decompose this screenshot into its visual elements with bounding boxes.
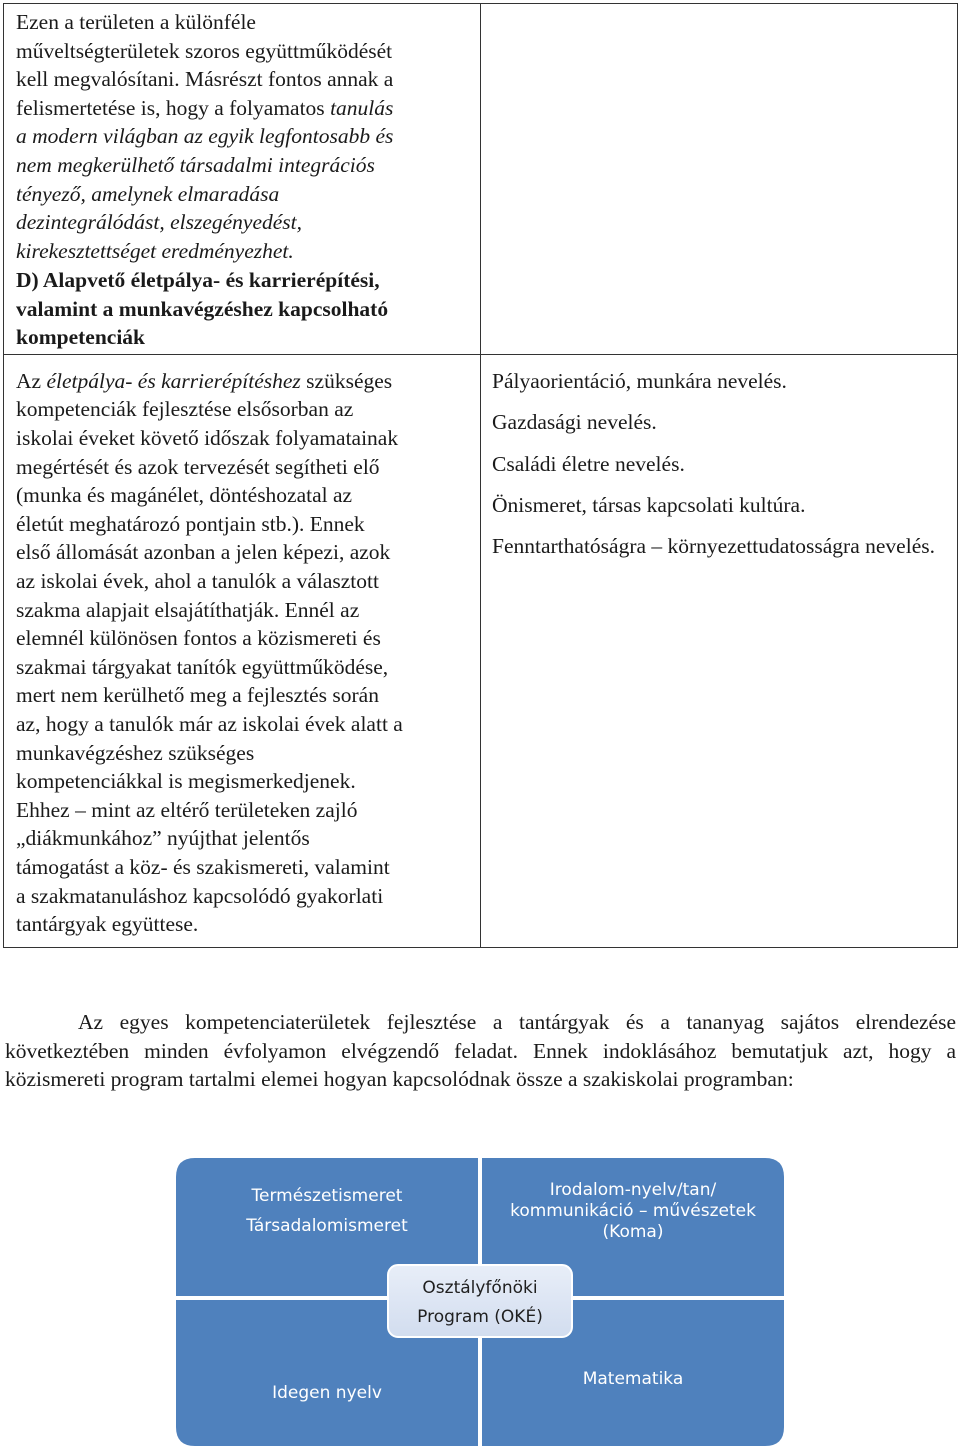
heading-line: valamint a munkavégzéshez kapcsolható	[16, 296, 389, 321]
text-fragment-italic: tanulás	[330, 95, 394, 120]
text-line: első állomását azonban a jelen képezi, azok	[16, 540, 391, 565]
heading-line: D) Alapvető életpálya- és karrierépítési,	[16, 268, 380, 293]
text-line: Ezen a területen a különféle	[16, 10, 256, 34]
text-line-italic	[16, 180, 472, 209]
quadrant-label-line: Természetismeret	[251, 1186, 403, 1206]
text-line: kompetenciák fejlesztése elsősorban az	[16, 397, 354, 422]
text-fragment: Az	[16, 368, 47, 393]
text-line: az iskolai évek, ahol a tanulók a választott	[16, 569, 379, 594]
text-line: támogatást a köz- és szakismereti, valamint	[16, 854, 390, 879]
text-line: Ehhez – mint az eltérő területeken zajló	[16, 797, 358, 822]
text-line-italic	[16, 151, 472, 180]
text-line: kell megvalósítani. Másrészt fontos annak a	[16, 67, 394, 92]
text-line: a szakmatanuláshoz kapcsolódó gyakorlati	[16, 883, 384, 908]
quadrant-label-line: kommunikáció – művészetek	[510, 1201, 756, 1221]
text-line: „diákmunkához” nyújthat jelentős	[16, 826, 310, 851]
text-fragment-italic: a modern világban az egyik legfontosabb és	[16, 124, 394, 149]
heading-line: kompetenciák	[16, 325, 145, 350]
text-line: kompetenciákkal is megismerkedjenek.	[16, 769, 356, 794]
text-fragment-italic: kirekesztettséget eredményezhet.	[16, 238, 294, 263]
text-line-italic	[16, 122, 472, 151]
text-line: szakma alapjait elsajátíthatják. Ennél az	[16, 597, 360, 622]
quadrant-label-line: Társadalomismeret	[246, 1216, 408, 1236]
text-line: tantárgyak együttese.	[16, 912, 199, 937]
education-goals-list	[481, 355, 957, 561]
table-cell-top-left	[4, 4, 481, 355]
quadrant-label-line: Irodalom-nyelv/tan/	[549, 1180, 717, 1200]
program-structure-diagram	[0, 1148, 960, 1453]
text-line: elemnél különösen fontos a közismereti és	[16, 626, 381, 651]
text-fragment-italic: nem megkerülhető társadalmi integrációs	[16, 152, 375, 177]
quadrant-label-line: (Koma)	[602, 1222, 664, 1242]
list-item: Fenntarthatóságra – környezettudatosságra nevelés.	[492, 534, 935, 559]
center-label-line: Program (OKÉ)	[417, 1307, 543, 1327]
text-line	[16, 367, 472, 396]
center-label-line: Osztályfőnöki	[422, 1278, 538, 1298]
text-fragment-italic: életpálya- és karrierépítéshez	[46, 368, 301, 393]
text-line-italic	[16, 208, 472, 237]
text-line: szakmai tárgyakat tanítók együttműködése,	[16, 654, 389, 679]
competence-description	[4, 355, 480, 939]
body-paragraph: Az egyes kompetenciaterületek fejlesztése a tantárgyak és a tananyag sajátos elrendezése következtében minden évfolyamon elvégzendő feladat. Ennek indoklásához bemutatjuk azt, hogy a közismereti program tartalmi elemei hogyan kapcsolódnak össze a szakiskolai programban:	[5, 1010, 956, 1092]
list-item: Pályaorientáció, munkára nevelés.	[492, 368, 787, 393]
table-cell-bottom-right	[481, 354, 958, 947]
text-line	[16, 94, 472, 123]
text-fragment: felismertetése is, hogy a folyamatos	[16, 95, 331, 120]
text-fragment-italic: dezintegrálódást, elszegényedést,	[16, 210, 303, 235]
quadrant-label: Idegen nyelv	[272, 1383, 382, 1403]
text-line: életút meghatározó pontjain stb.). Ennek	[16, 511, 365, 536]
text-line: (munka és magánélet, döntéshozatal az	[16, 483, 353, 508]
table-cell-bottom-left	[4, 354, 481, 947]
list-item: Önismeret, társas kapcsolati kultúra.	[492, 493, 806, 518]
list-item: Családi életre nevelés.	[492, 451, 685, 476]
list-item: Gazdasági nevelés.	[492, 410, 657, 435]
text-line: az, hogy a tanulók már az iskolai évek alatt a	[16, 712, 403, 736]
section-heading	[16, 266, 472, 352]
quadrant-label: Matematika	[582, 1369, 684, 1389]
text-line: mert nem kerülhető meg a fejlesztés során	[16, 683, 379, 708]
table-cell-top-right	[481, 4, 958, 355]
text-line-italic	[16, 237, 472, 266]
text-fragment: szükséges	[300, 368, 393, 393]
text-line: iskolai éveket követő időszak folyamatainak	[16, 426, 399, 451]
text-line: műveltségterületek szoros együttműködését	[16, 38, 393, 63]
content-table	[3, 3, 958, 948]
text-line: munkavégzéshez szükséges	[16, 740, 255, 765]
text-fragment-italic: tényező, amelynek elmaradása	[16, 181, 280, 206]
text-line: megértését és azok tervezését segítheti elő	[16, 454, 380, 479]
